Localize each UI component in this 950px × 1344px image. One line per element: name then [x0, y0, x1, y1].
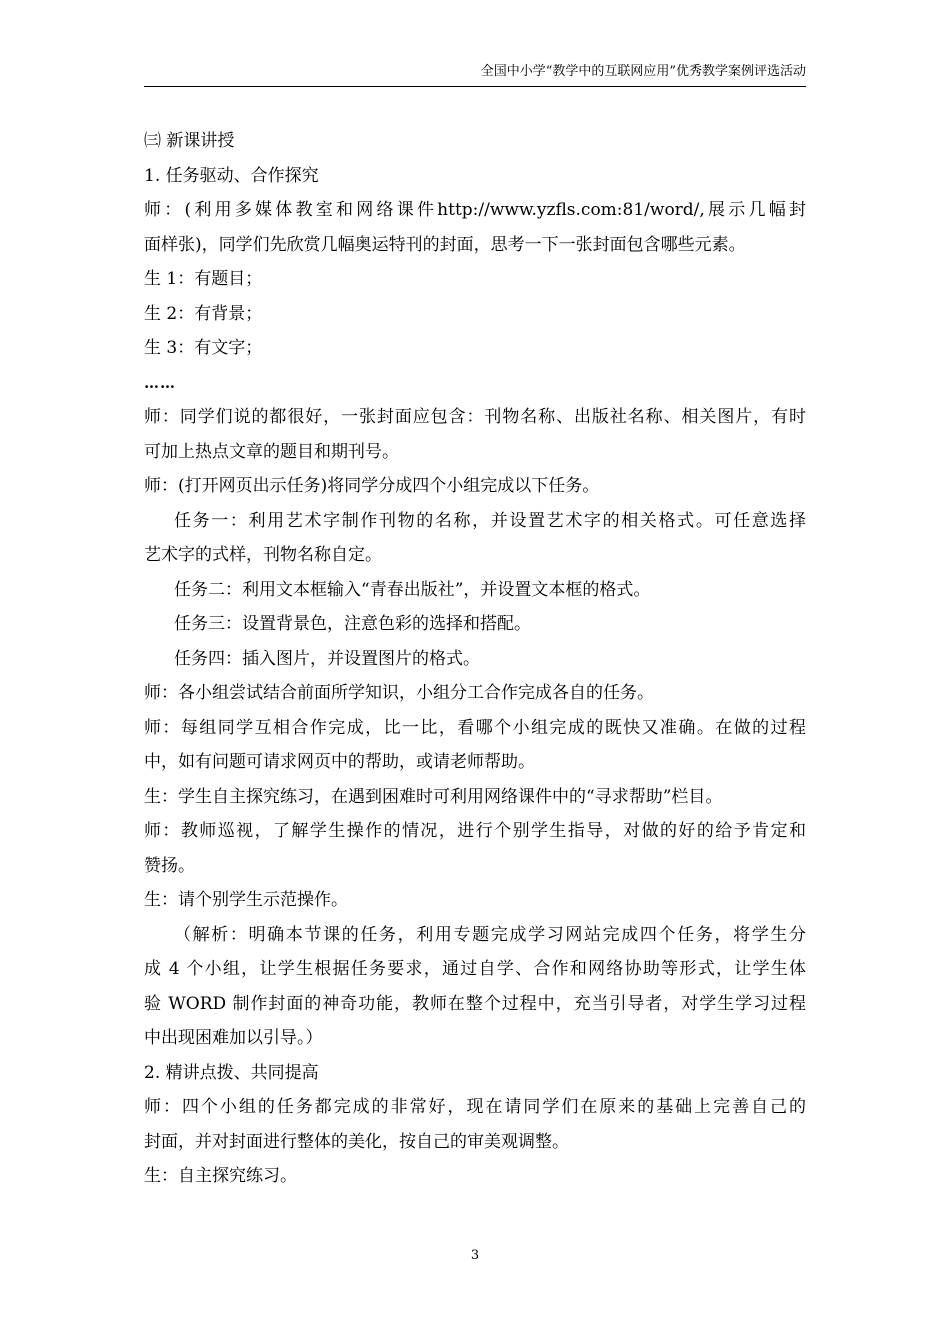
paragraph-line: 师：四个小组的任务都完成的非常好，现在请同学们在原来的基础上完善自己的 [144, 1097, 806, 1117]
page-number: 3 [470, 1248, 480, 1263]
task-item: 任务二：利用文本框输入“青春出版社”，并设置文本框的格式。 [174, 579, 651, 600]
paragraph-line: 面样张)，同学们先欣赏几幅奥运特刊的封面，思考一下一张封面包含哪些元素。 [144, 234, 746, 255]
task-item: 任务三：设置背景色，注意色彩的选择和搭配。 [174, 614, 531, 634]
document-body [144, 124, 806, 1194]
paragraph-line: 赞扬。 [144, 855, 195, 876]
section-heading: ㈢ 新课讲授 [144, 131, 235, 151]
ellipsis: …… [144, 373, 176, 392]
paragraph-line: 生：自主探究练习。 [144, 1166, 297, 1186]
paragraph-line: 师：每组同学互相合作完成，比一比，看哪个小组完成的既快又准确。在做的过程 [144, 717, 806, 738]
student-answer: 生 1：有题目； [144, 269, 263, 289]
analysis-line: 验 WORD 制作封面的神奇功能，教师在整个过程中，充当引导者，对学生学习过程 [144, 993, 806, 1014]
paragraph-line: 师：各小组尝试结合前面所学知识，小组分工合作完成各自的任务。 [144, 683, 654, 703]
paragraph-line: 封面，并对封面进行整体的美化，按自己的审美观调整。 [144, 1131, 569, 1152]
student-answer: 生 3：有文字； [144, 338, 263, 358]
page-header [144, 62, 806, 87]
subsection-heading: 1. 任务驱动、合作探究 [144, 165, 319, 186]
paragraph-line: 师：教师巡视，了解学生操作的情况，进行个别学生指导，对做的好的给予肯定和 [144, 821, 806, 841]
student-answer: 生 2：有背景； [144, 303, 263, 324]
paragraph-line: 师：(打开网页出示任务)将同学分成四个小组完成以下任务。 [144, 476, 600, 496]
paragraph-line: 生：学生自主探究练习，在遇到困难时可利用网络课件中的“寻求帮助”栏目。 [144, 786, 723, 807]
paragraph-line: 师：(利用多媒体教室和网络课件http://www.yzfls.com:81/word/,展示几幅封 [144, 200, 806, 220]
analysis-line: 成 4 个小组，让学生根据任务要求，通过自学、合作和网络协助等形式，让学生体 [144, 959, 806, 979]
paragraph-line: 生：请个别学生示范操作。 [144, 890, 348, 910]
paragraph-line: 中，如有问题可请求网页中的帮助，或请老师帮助。 [144, 752, 535, 772]
subsection-heading: 2. 精讲点拨、共同提高 [144, 1062, 319, 1083]
analysis-line: 中出现困难加以引导。） [144, 1028, 323, 1048]
task-item: 任务一：利用艺术字制作刊物的名称，并设置艺术字的相关格式。可任意选择 [174, 510, 806, 531]
task-item: 任务四：插入图片，并设置图片的格式。 [174, 648, 480, 669]
task-item: 艺术字的式样，刊物名称自定。 [144, 545, 382, 565]
paragraph-line: 师：同学们说的都很好，一张封面应包含：刊物名称、出版社名称、相关图片，有时 [144, 407, 806, 427]
paragraph-line: 可加上热点文章的题目和期刊号。 [144, 441, 399, 462]
header-title: 全国中小学“教学中的互联网应用”优秀教学案例评选活动 [480, 64, 806, 79]
analysis-line: （解析：明确本节课的任务，利用专题完成学习网站完成四个任务，将学生分 [174, 924, 806, 945]
